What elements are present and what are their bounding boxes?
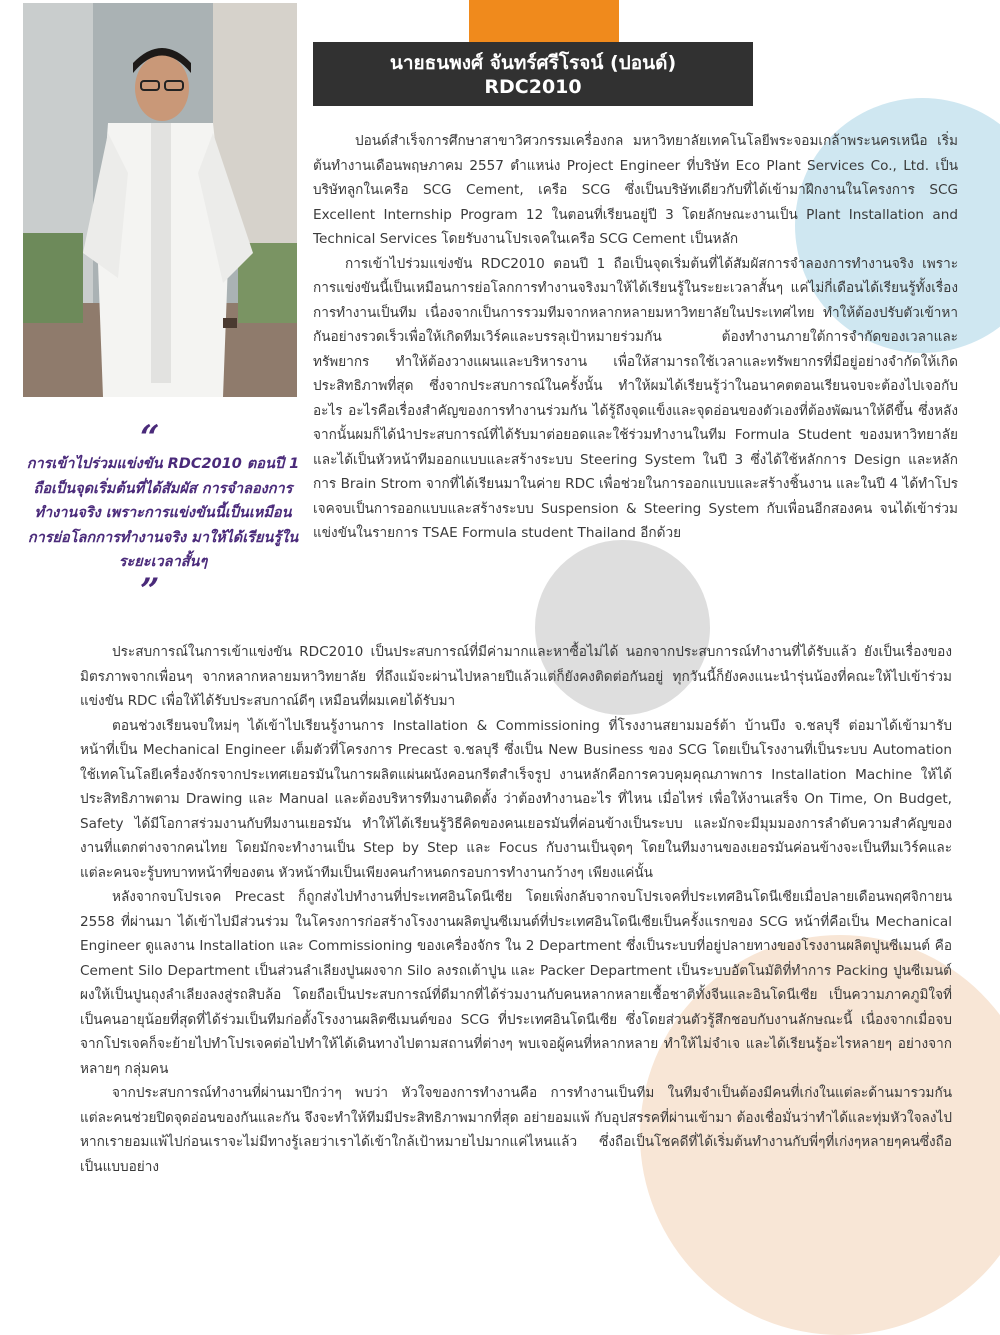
article-paragraph: การเข้าไปร่วมแข่งขัน RDC2010 ตอนปี 1 ถือเป็นจุดเริ่มต้นที่ได้สัมผัสการจำลองการทำงานจริง เพราะการแข่งขันนี้เป็นเหมือนการย่อโลกการทำงานจริงมาให้ได้เรียนรู้ในระยะเวลาสั้นๆ แค่ไม่กี่เดือนได้เรียนรู้ทั้งเรื่องการทำงานเป็นทีม เนื่องจากเป็นการรวมทีมจากหลากหลายมหาวิทยาลัยในประเทศไทย ทำให้ต้องปรับตัวเข้าหากันอย่างรวดเร็วเพื่อให้เกิดทีมเวิร์คและบรรลุเป้าหมายร่วมกัน ต้องทำงานภายใต้การจำกัดของเวลาและทรัพยากร ทำให้ต้องวางแผนและบริหารงาน เพื่อให้สามารถใช้เวลาและทรัพยากรที่มีอยู่อย่างจำกัดให้เกิดประสิทธิภาพที่สุด ซึ่งจากประสบการณ์ในครั้งนั้น ทำให้ผมได้เรียนรู้ว่าในอนาคตตอนเรียนจบจะต้องไปเจอกับอะไร อะไรคือเรื่องสำคัญของการทำงานร่วมกัน ได้รู้ถึงจุดแข็งและจุดอ่อนของตัวเองที่ต้องพัฒนาให้ดีขึ้น ซึ่งหลังจากนั้นผมก็ได้นำประสบการณ์ที่ได้รับมาต่อยอดและใช้ร่วมทำงานในทีม Formula Student ของมหาวิทยาลัย และได้เป็นหัวหน้าทีมออกแบบและสร้างระบบ Steering System ในปี 3 ซึ่งได้ใช้หลักการ Design และหลักการ Brain Strom จากที่ได้เรียนมาในค่าย RDC เพื่อช่วยในการออกแบบและสร้างชิ้นงาน และในปี 4 ได้ทำโปรเจคจบเป็นการออกแบบและสร้างระบบ Suspension & Steering System กับเพื่อนอีกสองคน จนได้เข้าร่วมแข่งขันในรายการ TSAE Formula student Thailand อีกด้วย	[313, 255, 958, 541]
article-paragraph: หลังจากจบโปรเจค Precast ก็ถูกส่งไปทำงานที่ประเทศอินโดนีเซีย โดยเพิ่งกลับจากจบโปรเจคที่ประเทศอินโดนีเซียเมื่อปลายเดือนพฤศจิกายน 2558 ที่ผ่านมา ได้เข้าไปมีส่วนร่วม ในโครงการก่อสร้างโรงงานผลิตปูนซีเมนต์ที่ประเทศอินโดนีเซียเป็นครั้งแรกของ SCG หน้าที่คือเป็น Mechanical Engineer ดูแลงาน Installation และ Commissioning ของเครื่องจักร ใน 2 Department ซึ่งเป็นระบบที่อยู่ปลายทางของโรงงานผลิตปูนซีเมนต์ คือ Cement Silo Department เป็นส่วนลำเลียงปูนผงจาก Silo ลงรถเต้าปูน และ Packer Department เป็นระบบอัตโนมัติที่ทำการ Packing ปูนซีเมนต์ผงให้เป็นปูนถุงลำเลียงลงสู่รถสิบล้อ โดยถือเป็นประสบการณ์ที่ดีมากที่ได้ร่วมงานกับคนหลากหลายเชื้อชาติทั้งจีนและอินโดนีเซีย เป็นความภาคภูมิใจที่เป็นคนอายุน้อยที่สุดที่ได้ร่วมเป็นทีมก่อตั้งโรงงานผลิตซีเมนต์ของ SCG ที่ประเทศอินโดนีเซีย ซึ่งโดยส่วนตัวรู้สึกชอบกับงานลักษณะนี้ เนื่องจากเมื่อจบจากโปรเจคก็จะย้ายไปทำโปรเจคต่อไปทำให้ได้เดินทางไปตามสถานที่ต่างๆ พบเจอผู้คนที่หลากหลาย ทำให้ไม่จำเจ และได้เรียนรู้อะไรหลายๆ อย่างจากหลายๆ กลุ่มคน	[80, 889, 952, 1077]
pull-quote-text: การเข้าไปร่วมแข่งขัน RDC2010 ตอนปี 1 ถือเป็นจุดเริ่มต้นที่ได้สัมผัส การจำลองการทำงานจริง เพราะการแข่งขันนี้เป็นเหมือน การย่อโลกการทำงานจริง มาให้ได้เรียนรู้ในระยะเวลาสั้นๆ	[26, 456, 300, 570]
open-quote-mark: “	[140, 418, 160, 458]
article-paragraph: ประสบการณ์ในการเข้าแข่งขัน RDC2010 เป็นประสบการณ์ที่มีค่ามากและหาซื้อไม่ได้ นอกจากประสบการณ์ทำงานที่ได้รับแล้ว ยังเป็นเรื่องของมิตรภาพจากเพื่อนๆ จากหลากหลายมหาวิทยาลัย ที่ถึงแม้จะผ่านไปหลายปีแล้วแต่ก็ยังคงติดต่อกันอยู่ ทุกวันนี้ก็ยังคงแนะนำรุ่นน้องที่คณะให้ไปเข้าร่วมแข่งขัน RDC เพื่อให้ได้รับประสบกาณ์ดีๆ เหมือนที่ผมเคยได้รับมา	[80, 644, 952, 709]
article-paragraph: ปอนด์สำเร็จการศึกษาสาขาวิศวกรรมเครื่องกล มหาวิทยาลัยเทคโนโลยีพระจอมเกล้าพระนครเหนือ เริ่มต้นทำงานเดือนพฤษภาคม 2557 ตำแหน่ง Project Engineer ที่บริษัท Eco Plant Services Co., Ltd. เป็นบริษัทลูกในเครือ SCG Cement, เครือ SCG ซึ่งเป็นบริษัทเดียวกับที่ได้เข้ามาฝึกงานในโครงการ SCG Excellent Internship Program 12 ในตอนที่เรียนอยู่ปี 3 โดยลักษณะงานเป็น Plant Installation and Technical Services โดยรับงานโปรเจคในเครือ SCG Cement เป็นหลัก	[313, 133, 958, 247]
pull-quote	[22, 418, 304, 611]
article-paragraph: จากประสบการณ์ทำงานที่ผ่านมาปีกว่าๆ พบว่า หัวใจของการทำงานคือ การทำงานเป็นทีม ในทีมจำเป็นต้องมีคนที่เก่งในแต่ละด้านมารวมกัน แต่ละคนช่วยปิดจุดอ่อนของกันและกัน จึงจะทำให้ทีมมีประสิทธิภาพมากที่สุด อย่ายอมแพ้ กับอุปสรรคที่ผ่านเข้ามา ต้องเชื่อมั่นว่าทำได้และทุ่มหัวใจลงไป หากเรายอมแพ้ไปก่อนเราจะไม่มีทางรู้เลยว่าเราได้เข้าใกล้เป้าหมายไปมากแค่ไหนแล้ว ซึ่งถือเป็นโชคดีที่ได้เริ่มต้นทำงานกับพี่ๆที่เก่งๆหลายๆคนซึ่งถือเป็นแบบอย่าง	[80, 1085, 952, 1175]
article-right-column	[313, 129, 958, 546]
header-accent-bar	[469, 0, 619, 42]
person-subtitle: RDC2010	[484, 76, 582, 98]
article-bottom-column	[80, 640, 952, 1179]
person-name: นายธนพงศ์ จันทร์ศรีโรจน์ (ปอนด์)	[389, 52, 677, 74]
portrait-photo	[23, 3, 297, 397]
close-quote-mark: ”	[140, 570, 160, 611]
article-paragraph: ตอนช่วงเรียนจบใหม่ๆ ได้เข้าไปเรียนรู้งานการ Installation & Commissioning ที่โรงงานสยามมอร์ต้า บ้านบึง จ.ชลบุรี ต่อมาได้เข้ามารับหน้าที่เป็น Mechanical Engineer เต็มตัวที่โครงการ Precast จ.ชลบุรี ซึ่งเป็น New Business ของ SCG โดยเป็นโรงงานที่เป็นระบบ Automation ใช้เทคโนโลยีเครื่องจักรจากประเทศเยอรมันในการผลิตแผ่นผนังคอนกรีตสำเร็จรูป งานหลักคือการควบคุมคุณภาพการ Installation Machine ให้ได้ประสิทธิภาพตาม Drawing และ Manual และต้องบริหารทีมงานติดตั้ง ว่าต้องทำงานอะไร ที่ไหน เมื่อไหร่ เพื่อให้งานเสร็จ On Time, On Budget, Safety ได้มีโอกาสร่วมงานกับทีมงานเยอรมัน ทำให้ได้เรียนรู้วิธีคิดของคนเยอรมันที่ค่อนข้างเป็นระบบ และมักจะมีมุมมองการลำดับความสำคัญของงานที่แตกต่างจากคนไทย โดยมักจะทำงานเป็น Step by Step และ Focus กับงานเป็นจุดๆ โดยในทีมงานของเยอรมันค่อนข้างจะเป็นทีมเวิร์คและแต่ละคนจะรู้บทบาทหน้าที่ของตน หัวหน้าทีมเป็นเพียงคนกำหนดกรอบการทำงานกว้างๆ เพียงแค่นั้น	[80, 717, 952, 881]
title-banner	[313, 42, 753, 106]
